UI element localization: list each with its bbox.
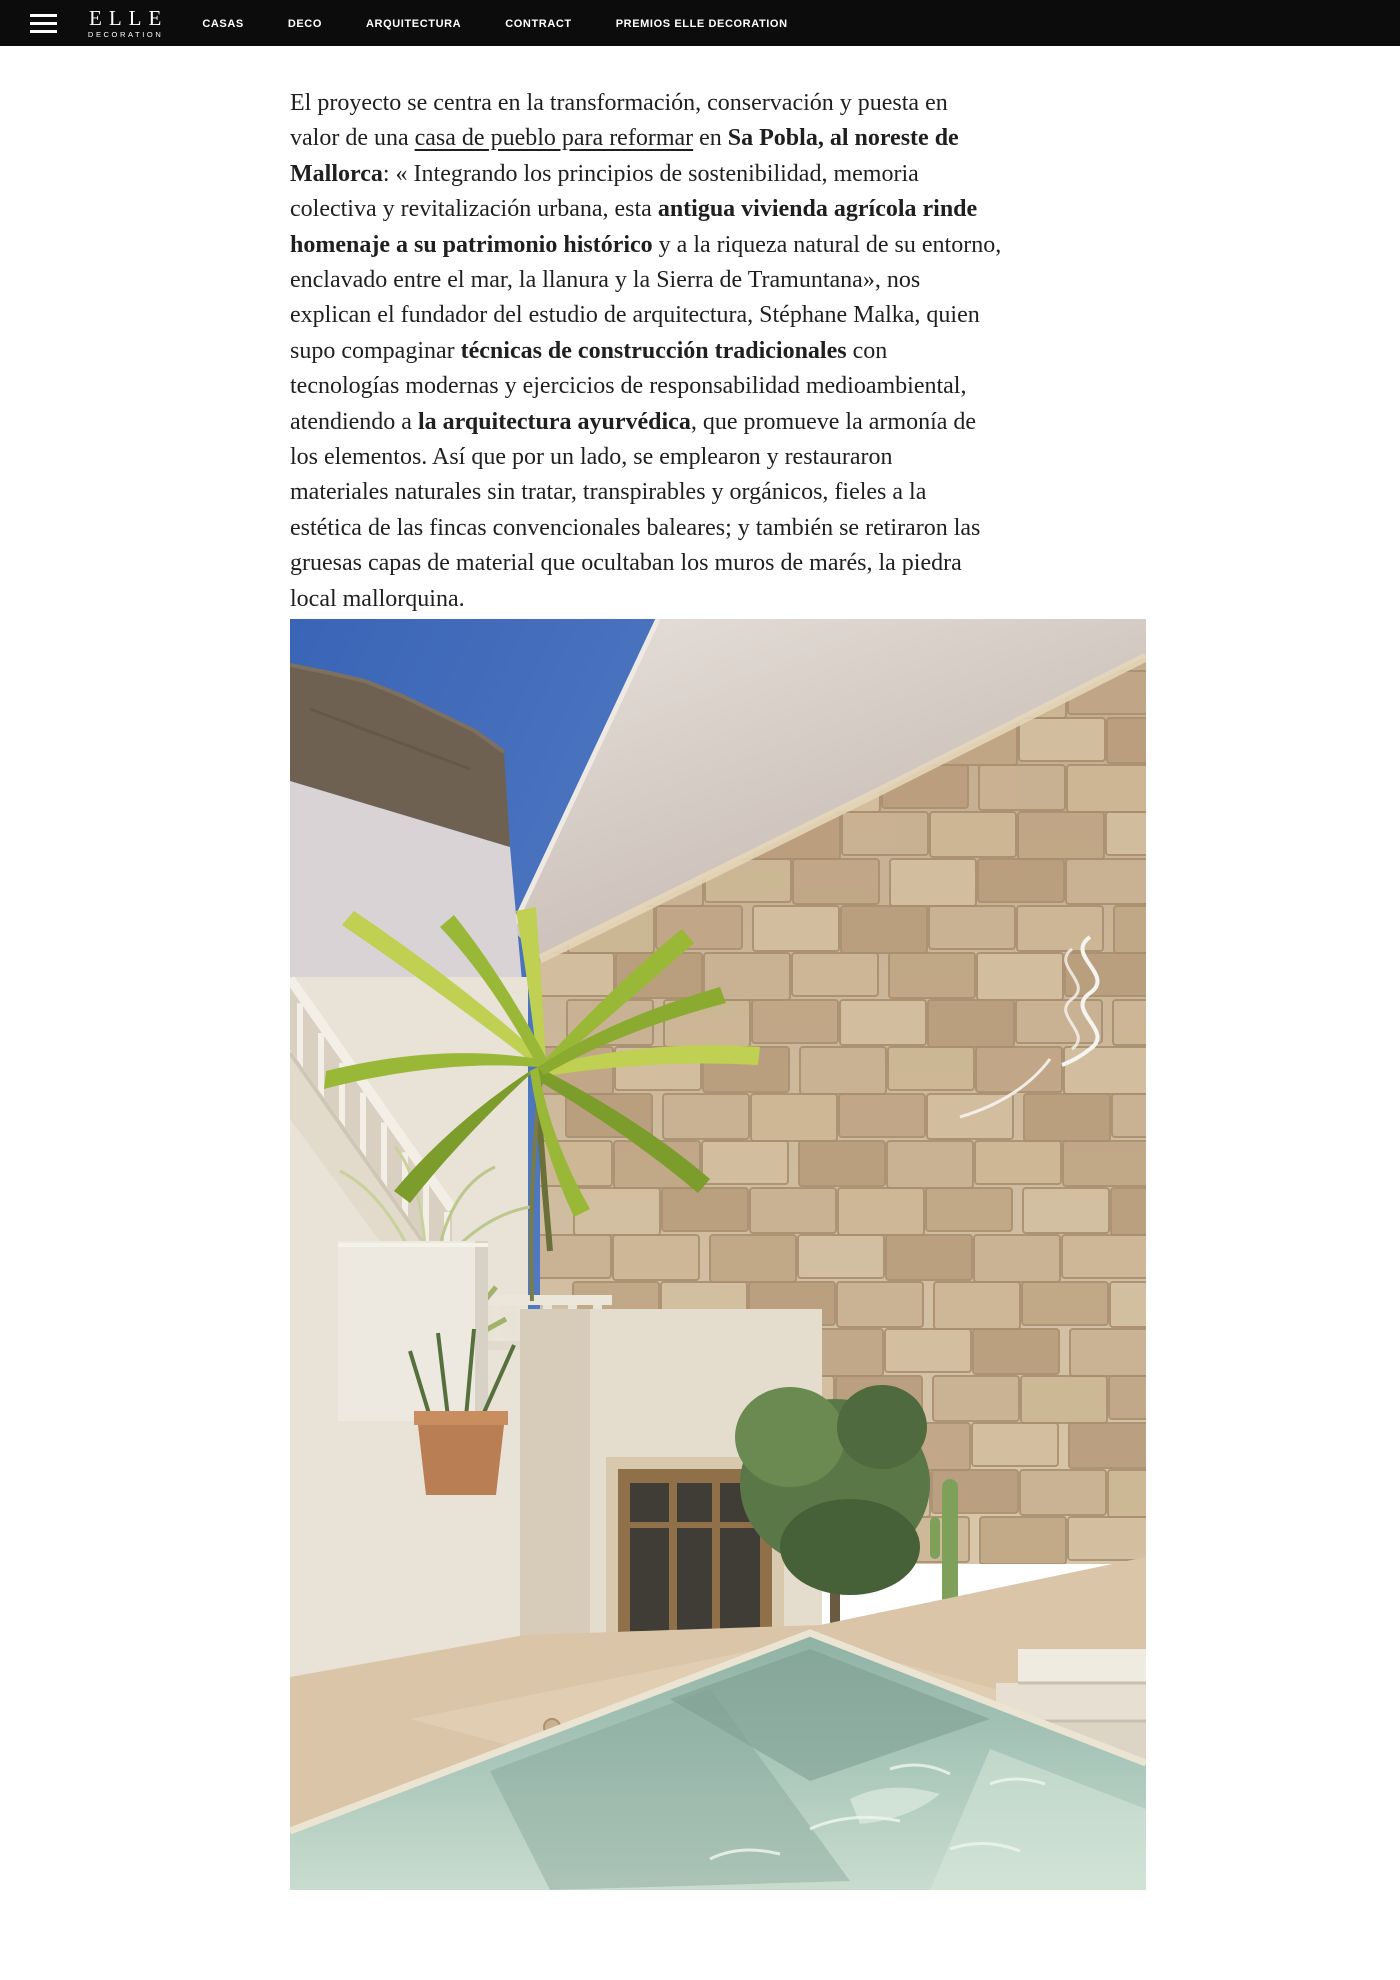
paragraph-line: atendiendo a la arquitectura ayurvédica, que promueve la armonía de [290, 408, 977, 435]
logo-title: ELLE [89, 5, 169, 30]
nav-item-casas[interactable]: CASAS [202, 18, 244, 30]
article-paragraph [290, 86, 1146, 617]
paragraph-line: Mallorca: « Integrando los principios de sostenibilidad, memoria [290, 160, 919, 187]
article-photo [290, 619, 1146, 1890]
paragraph-line: los elementos. Así que por un lado, se emplearon y restauraron [290, 444, 893, 471]
paragraph-line: explican el fundador del estudio de arquitectura, Stéphane Malka, quien [290, 302, 980, 329]
paragraph-line: gruesas capas de material que ocultaban los muros de marés, la piedra [290, 550, 962, 577]
paragraph-line: supo compaginar técnicas de construcción tradicionales con [290, 337, 888, 364]
paragraph-line: enclavado entre el mar, la llanura y la Sierra de Tramuntana», nos [290, 267, 921, 294]
site-header [0, 0, 1400, 46]
article-link[interactable]: casa de pueblo para reformar [414, 125, 694, 152]
paragraph-line: colectiva y revitalización urbana, esta antigua vivienda agrícola rinde [290, 196, 978, 223]
main-nav [168, 14, 787, 32]
nav-item-arquitectura[interactable]: ARQUITECTURA [366, 18, 462, 30]
nav-item-deco[interactable]: DECO [287, 18, 323, 30]
nav-item-contract[interactable]: CONTRACT [505, 18, 572, 30]
paragraph-line: tecnologías modernas y ejercicios de responsabilidad medioambiental, [290, 373, 967, 400]
paragraph-line: local mallorquina. [290, 585, 465, 612]
paragraph-line: homenaje a su patrimonio histórico y a la riqueza natural de su entorno, [290, 231, 1002, 258]
paragraph-line: El proyecto se centra en la transformación, conservación y puesta en [290, 90, 948, 116]
paragraph-line: estética de las fincas convencionales baleares; y también se retiraron las [290, 514, 981, 541]
logo-elle-decoration[interactable] [83, 5, 169, 39]
nav-item-premios-elle-decoration[interactable]: PREMIOS ELLE DECORATION [615, 18, 788, 30]
menu-button[interactable] [30, 14, 57, 33]
courtyard-pool-photo [290, 619, 1146, 1890]
paragraph-line: materiales naturales sin tratar, transpirables y orgánicos, fieles a la [290, 479, 927, 506]
logo-subtitle: DECORATION [87, 29, 164, 39]
menu-icon [30, 14, 57, 17]
paragraph-line: valor de una casa de pueblo para reformar en Sa Pobla, al noreste de [290, 125, 959, 152]
article [290, 86, 1146, 1890]
